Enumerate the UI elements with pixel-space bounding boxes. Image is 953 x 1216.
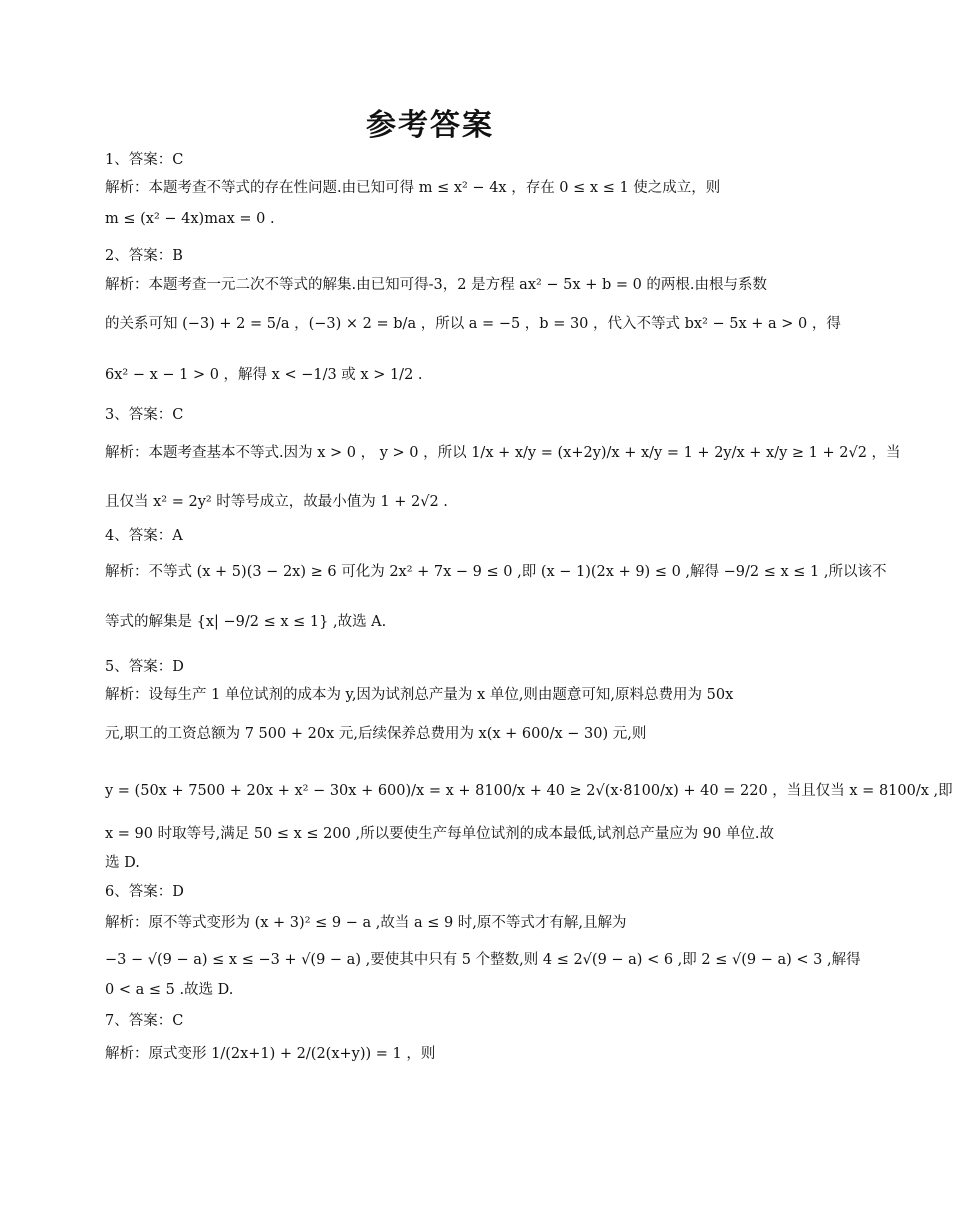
answer-text-line: −3 − √(9 − a) ≤ x ≤ −3 + √(9 − a) ,要使其中只有 5 个整数,则 4 ≤ 2√(9 − a) < 6 ,即 2 ≤ √(9 − a) < 3 ,解得 [105,952,861,968]
answer-text-line: 解析：原不等式变形为 (x + 3)² ≤ 9 − a ,故当 a ≤ 9 时,原不等式才有解,且解为 [105,915,627,931]
answer-heading: 4、答案：A [105,528,183,544]
answer-text-line: 解析：本题考查一元二次不等式的解集.由已知可得-3，2 是方程 ax² − 5x + b = 0 的两根.由根与系数 [105,277,768,293]
answer-text-line: x = 90 时取等号,满足 50 ≤ x ≤ 200 ,所以要使生产每单位试剂的成本最低,试剂总产量应为 90 单位.故 [105,826,774,842]
answer-text-line: y = (50x + 7500 + 20x + x² − 30x + 600)/x = x + 8100/x + 40 ≥ 2√(x·8100/x) + 40 = 220 ，当且仅当 x = 8100/x ,即 [105,783,953,799]
answer-heading: 7、答案：C [105,1013,184,1029]
answer-text-line: 元,职工的工资总额为 7 500 + 20x 元,后续保养总费用为 x(x + 600/x − 30) 元,则 [105,726,647,742]
answer-text-line: 且仅当 x² = 2y² 时等号成立，故最小值为 1 + 2√2 . [105,494,448,510]
answer-heading: 1、答案：C [105,152,184,168]
answer-text-line: 的关系可知 (−3) + 2 = 5/a ，(−3) × 2 = b/a ，所以 a = −5 ，b = 30 ，代入不等式 bx² − 5x + a > 0 ，得 [105,316,841,332]
answer-heading: 3、答案：C [105,407,184,423]
answer-heading: 2、答案：B [105,248,183,264]
answer-text-line: 解析：不等式 (x + 5)(3 − 2x) ≥ 6 可化为 2x² + 7x − 9 ≤ 0 ,即 (x − 1)(2x + 9) ≤ 0 ,解得 −9/2 ≤ x ≤ 1 ,所以该不 [105,564,887,580]
answer-text-line: 解析：本题考查不等式的存在性问题.由已知可得 m ≤ x² − 4x ，存在 0 ≤ x ≤ 1 使之成立，则 [105,180,721,196]
answer-text-line: 等式的解集是 {x| −9/2 ≤ x ≤ 1} ,故选 A. [105,614,387,630]
answer-text-line: 解析：设每生产 1 单位试剂的成本为 y,因为试剂总产量为 x 单位,则由题意可知,原料总费用为 50x [105,687,734,703]
answer-text-line: 解析：本题考查基本不等式.因为 x > 0 ， y > 0 ，所以 1/x + x/y = (x+2y)/x + x/y = 1 + 2y/x + x/y ≥ 1 + 2√2 ，当 [105,445,901,461]
answer-heading: 5、答案：D [105,659,184,675]
answer-text-line: 0 < a ≤ 5 .故选 D. [105,982,234,998]
answer-text-line: 6x² − x − 1 > 0 ，解得 x < −1/3 或 x > 1/2 . [105,367,423,383]
answer-text-line: m ≤ (x² − 4x)max = 0 . [105,211,275,227]
answer-heading: 6、答案：D [105,884,184,900]
answer-text-line: 选 D. [105,855,140,871]
answer-text-line: 解析：原式变形 1/(2x+1) + 2/(2(x+y)) = 1 ，则 [105,1046,436,1062]
page-title: 参考答案 [366,108,494,143]
